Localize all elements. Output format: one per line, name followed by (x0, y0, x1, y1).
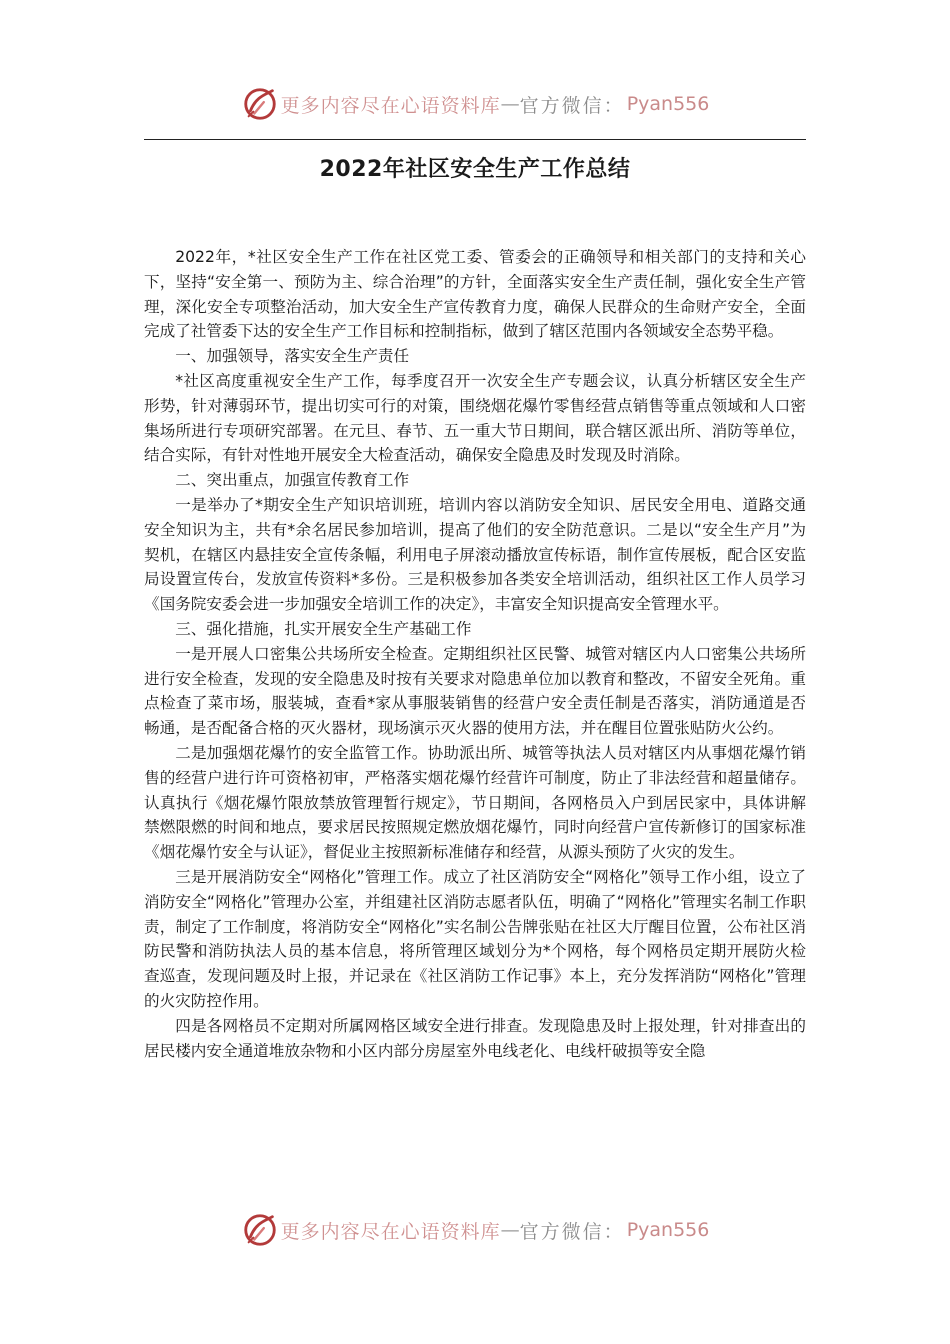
paragraph: 二是加强烟花爆竹的安全监管工作。协助派出所、城管等执法人员对辖区内从事烟花爆竹销售的经营户进行许可资格初审，严格落实烟花爆竹经营许可制度，防止了非法经营和超量储存。认真执行《烟花爆竹限放禁放管理暂行规定》，节日期间，各网格员入户到居民家中，具体讲解禁燃限燃的时间和地点，要求居民按照规定燃放烟花爆竹，同时向经营户宣传新修订的国家标准《烟花爆竹安全与认证》，督促业主按照新标准储存和经营，从源头预防了火灾的发生。 (144, 743, 806, 862)
paragraph: 四是各网格员不定期对所属网格区域安全进行排查。发现隐患及时上报处理，针对排查出的居民楼内安全通道堆放杂物和小区内部分房屋室外电线老化、电线杆破损等安全隐 (144, 1016, 806, 1060)
section-heading: 二、突出重点，加强宣传教育工作 (175, 471, 410, 490)
paragraph: *社区高度重视安全生产工作，每季度召开一次安全生产专题会议，认真分析辖区安全生产形势，针对薄弱环节，提出切实可行的对策，围绕烟花爆竹零售经营点销售等重点领域和人口密集场所进行专项研究部署。在元旦、春节、五一重大节日期间，联合辖区派出所、消防等单位，结合实际，有针对性地开展安全大检查活动，确保安全隐患及时发现及时消除。 (144, 371, 806, 465)
logo-icon (241, 1211, 279, 1249)
watermark-separator: — (500, 1219, 520, 1241)
watermark-wechat-id: Pyan556 (626, 1219, 710, 1241)
watermark-wechat-id: Pyan556 (626, 93, 710, 115)
header-rule (144, 139, 806, 140)
paragraph: 三是开展消防安全“网格化”管理工作。成立了社区消防安全“网格化”领导工作小组，设立了消防安全“网格化”管理办公室，并组建社区消防志愿者队伍，明确了“网格化”管理实名制工作职责，制定了工作制度，将消防安全“网格化”实名制公告牌张贴在社区大厅醒目位置，公布社区消防民警和消防执法人员的基本信息，将所管理区域划分为*个网格，每个网格员定期开展防火检查巡查，发现问题及时上报，并记录在《社区消防工作记事》本上，充分发挥消防“网格化”管理的火灾防控作用。 (144, 867, 806, 1010)
document-title: 2022年社区安全生产工作总结 (319, 157, 631, 182)
watermark-separator: — (500, 93, 520, 115)
header-watermark (0, 82, 950, 126)
watermark-text: 更多内容尽在心语资料库 (280, 1220, 501, 1243)
paragraph: 一是开展人口密集公共场所安全检查。定期组织社区民警、城管对辖区内人口密集公共场所进行安全检查，发现的安全隐患及时按有关要求对隐患单位加以教育和整改，不留安全死角。重点检查了菜市场，服装城，查看*家从事服装销售的经营户安全责任制是否落实，消防通道是否畅通，是否配备合格的灭火器材，现场演示灭火器的使用方法，并在醒目位置张贴防火公约。 (144, 644, 806, 738)
section-heading: 一、加强领导，落实安全生产责任 (175, 347, 410, 366)
paragraph: 2022年，*社区安全生产工作在社区党工委、管委会的正确领导和相关部门的支持和关心下，坚持“安全第一、预防为主、综合治理”的方针，全面落实安全生产责任制，强化安全生产管理，深化安全专项整治活动，加大安全生产宣传教育力度，确保人民群众的生命财产安全，全面完成了社管委下达的安全生产工作目标和控制指标，做到了辖区范围内各领域安全态势平稳。 (144, 248, 806, 341)
logo-icon (241, 85, 279, 123)
footer-watermark (0, 1208, 950, 1252)
section-heading: 三、强化措施，扎实开展安全生产基础工作 (175, 619, 472, 638)
watermark-wechat-label: 官方微信： (519, 94, 625, 117)
watermark-wechat-label: 官方微信： (519, 1220, 625, 1243)
watermark-text: 更多内容尽在心语资料库 (280, 94, 501, 117)
document-body (144, 245, 806, 1063)
paragraph: 一是举办了*期安全生产知识培训班，培训内容以消防安全知识、居民安全用电、道路交通安全知识为主，共有*余名居民参加培训，提高了他们的安全防范意识。二是以“安全生产月”为契机，在辖区内悬挂安全宣传条幅，利用电子屏滚动播放宣传标语，制作宣传展板，配合区安监局设置宣传台，发放宣传资料*多份。三是积极参加各类安全培训活动，组织社区工作人员学习《国务院安委会进一步加强安全培训工作的决定》，丰富安全知识提高安全管理水平。 (144, 495, 806, 614)
